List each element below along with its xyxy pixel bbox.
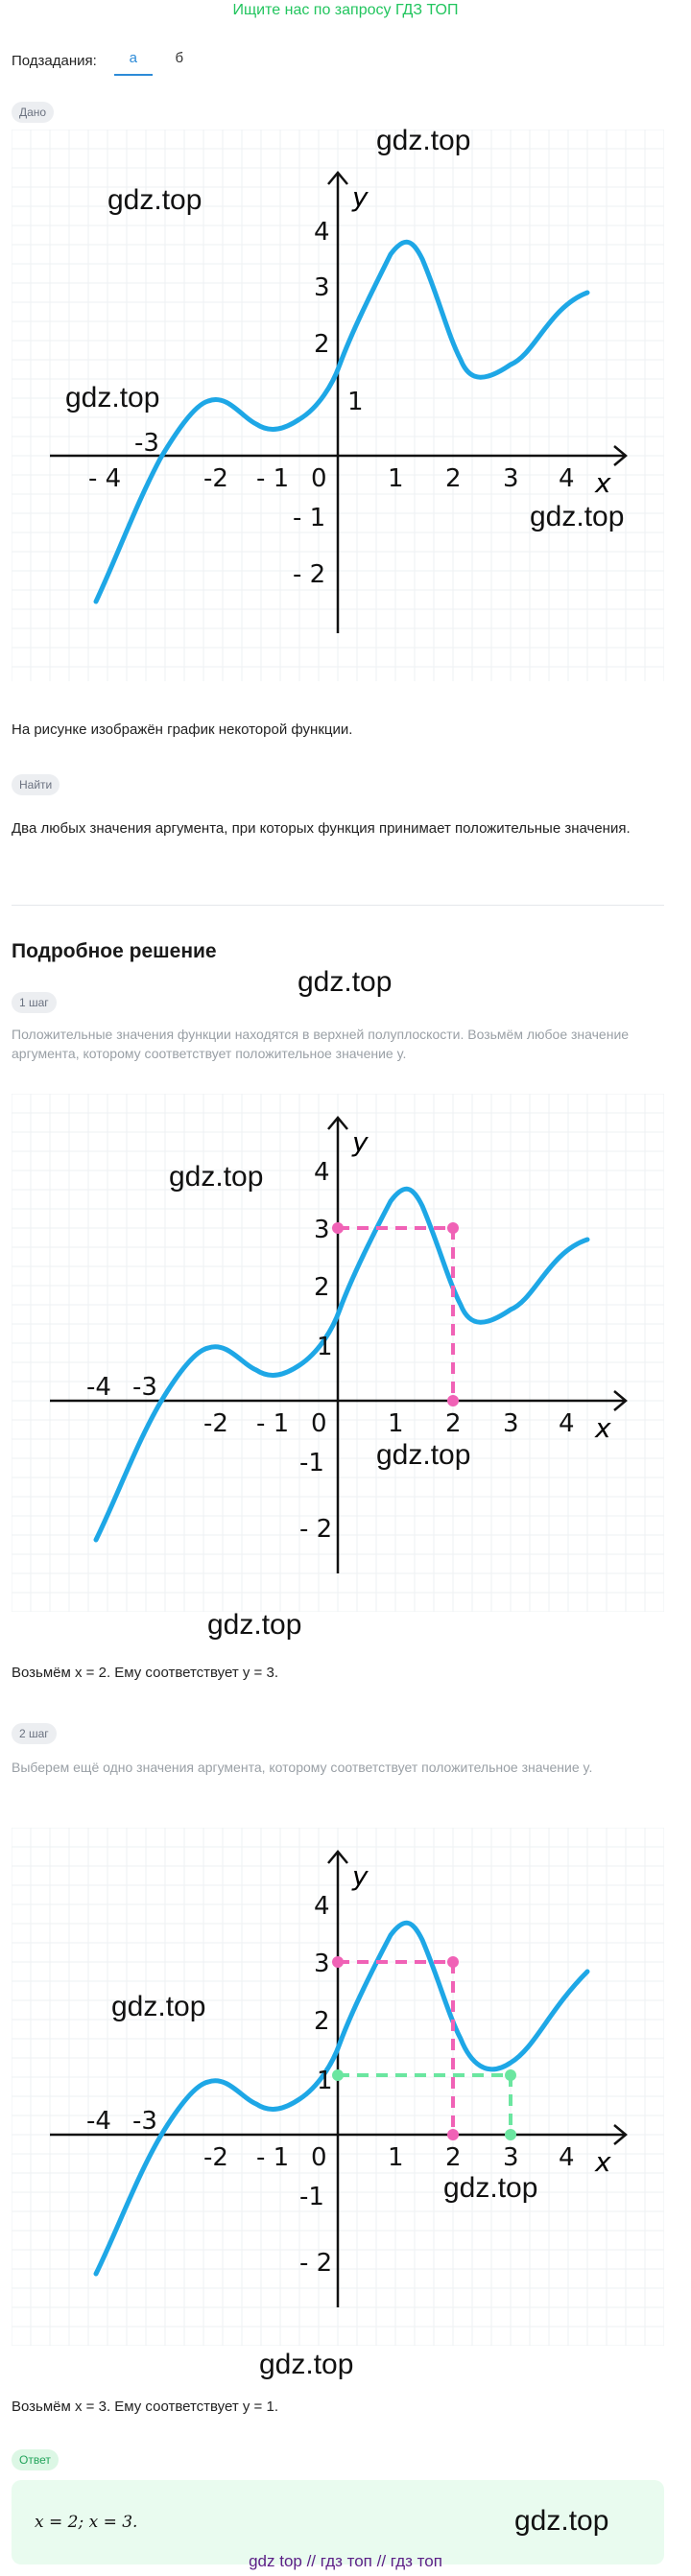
svg-text:0: 0 <box>311 2143 327 2172</box>
step1-result: Возьмём x = 2. Ему соответствует y = 3. <box>12 1665 278 1681</box>
y-tick-labels <box>299 1892 333 2278</box>
function-graph-step1 <box>12 1094 664 1612</box>
step1-chip: 1 шаг <box>12 992 57 1013</box>
watermark: gdz.top <box>65 382 160 414</box>
watermark: gdz.top <box>443 2172 538 2204</box>
svg-text:3: 3 <box>503 464 519 493</box>
svg-text:-2: -2 <box>203 1409 228 1438</box>
svg-text:4: 4 <box>559 2143 575 2172</box>
watermark: gdz.top <box>298 966 393 998</box>
watermark: gdz.top <box>530 501 625 532</box>
watermark: gdz.top <box>376 1439 471 1471</box>
watermark: gdz.top <box>207 1609 302 1641</box>
green-guide-lines <box>332 2069 516 2140</box>
svg-text:- 1: - 1 <box>293 504 326 532</box>
tab-b[interactable]: б <box>175 50 184 66</box>
svg-text:0: 0 <box>311 1409 327 1438</box>
svg-text:1: 1 <box>388 464 404 493</box>
svg-text:1: 1 <box>388 2143 404 2172</box>
step1-note: Положительные значения функции находятся в верхней полуплоскости. Возьмём любое значение аргумента, которому соответствует положительное значение y. <box>12 1027 630 1061</box>
svg-text:2: 2 <box>314 330 330 359</box>
y-axis-label: y <box>352 1126 369 1158</box>
answer-chip: Ответ <box>12 2449 59 2470</box>
x-axis-label: x <box>595 467 611 499</box>
svg-text:2: 2 <box>314 1273 330 1302</box>
subtask-selector <box>12 46 199 75</box>
root-label: -3 <box>134 429 159 458</box>
svg-text:-2: -2 <box>203 2143 228 2172</box>
svg-text:-4: -4 <box>86 1373 111 1402</box>
tab-a[interactable]: а <box>114 45 153 76</box>
svg-text:- 1: - 1 <box>256 464 290 493</box>
footer-links[interactable]: gdz top // гдз топ // гдз топ <box>249 2552 442 2570</box>
watermark: gdz.top <box>111 1991 206 2022</box>
subtasks-label: Подзадания: <box>12 52 97 69</box>
svg-text:- 2: - 2 <box>293 560 326 589</box>
solution-heading: Подробное решение <box>12 940 217 962</box>
svg-text:- 1: - 1 <box>256 2143 290 2172</box>
svg-text:4: 4 <box>559 464 575 493</box>
svg-text:3: 3 <box>314 1216 330 1244</box>
watermark: gdz.top <box>259 2349 354 2380</box>
svg-text:3: 3 <box>503 2143 519 2172</box>
svg-text:3: 3 <box>503 1409 519 1438</box>
svg-text:- 4: - 4 <box>88 464 122 493</box>
svg-text:- 1: - 1 <box>256 1409 290 1438</box>
y-tick-labels <box>293 218 364 589</box>
svg-text:-1: -1 <box>299 1449 324 1477</box>
svg-text:2: 2 <box>314 2007 330 2036</box>
y-axis-label: y <box>352 1860 369 1892</box>
given-chip: Дано <box>12 102 54 123</box>
root-label: -3 <box>132 1373 157 1402</box>
find-chip: Найти <box>12 774 60 795</box>
svg-text:2: 2 <box>445 464 462 493</box>
svg-text:1: 1 <box>388 1409 404 1438</box>
svg-text:1: 1 <box>347 388 364 416</box>
step2-note: Выберем ещё одно значения аргумента, которому соответствует положительное значение y. <box>12 1760 593 1775</box>
find-text: Два любых значения аргумента, при которых функция принимает положительные значения. <box>12 820 631 837</box>
function-graph-step2 <box>12 1828 664 2346</box>
svg-text:-4: -4 <box>86 2107 111 2136</box>
svg-text:4: 4 <box>314 1892 330 1921</box>
svg-text:-1: -1 <box>299 2183 324 2211</box>
svg-text:3: 3 <box>314 273 330 302</box>
function-curve <box>96 1923 587 2274</box>
svg-text:-2: -2 <box>203 464 228 493</box>
search-banner[interactable]: Ищите нас по запросу ГДЗ ТОП <box>232 2 459 18</box>
svg-text:1: 1 <box>317 1333 333 1361</box>
x-axis-label: x <box>595 1412 611 1444</box>
x-tick-labels <box>88 464 575 493</box>
step2-chip: 2 шаг <box>12 1723 57 1744</box>
svg-text:4: 4 <box>559 1409 575 1438</box>
svg-text:0: 0 <box>311 464 327 493</box>
x-axis-label: x <box>595 2146 611 2178</box>
svg-text:1: 1 <box>317 2067 333 2095</box>
function-curve <box>96 242 587 602</box>
section-divider <box>12 905 664 906</box>
svg-text:- 2: - 2 <box>299 1515 333 1544</box>
function-curve <box>96 1189 587 1540</box>
y-tick-labels <box>299 1158 333 1544</box>
watermark: gdz.top <box>107 184 203 216</box>
step2-result: Возьмём x = 3. Ему соответствует y = 1. <box>12 2399 278 2415</box>
svg-text:- 2: - 2 <box>299 2249 333 2278</box>
svg-text:2: 2 <box>445 2143 462 2172</box>
svg-text:4: 4 <box>314 1158 330 1187</box>
graph-axes <box>50 1118 626 1573</box>
answer-text: x = 2; x = 3. <box>35 2513 138 2532</box>
svg-text:4: 4 <box>314 218 330 247</box>
watermark: gdz.top <box>169 1161 264 1193</box>
root-label: -3 <box>132 2107 157 2136</box>
svg-text:3: 3 <box>314 1950 330 1978</box>
y-axis-label: y <box>352 181 369 213</box>
svg-text:2: 2 <box>445 1409 462 1438</box>
watermark: gdz.top <box>376 125 471 156</box>
watermark: gdz.top <box>514 2505 609 2537</box>
given-text: На рисунке изображён график некоторой функции. <box>12 721 353 738</box>
